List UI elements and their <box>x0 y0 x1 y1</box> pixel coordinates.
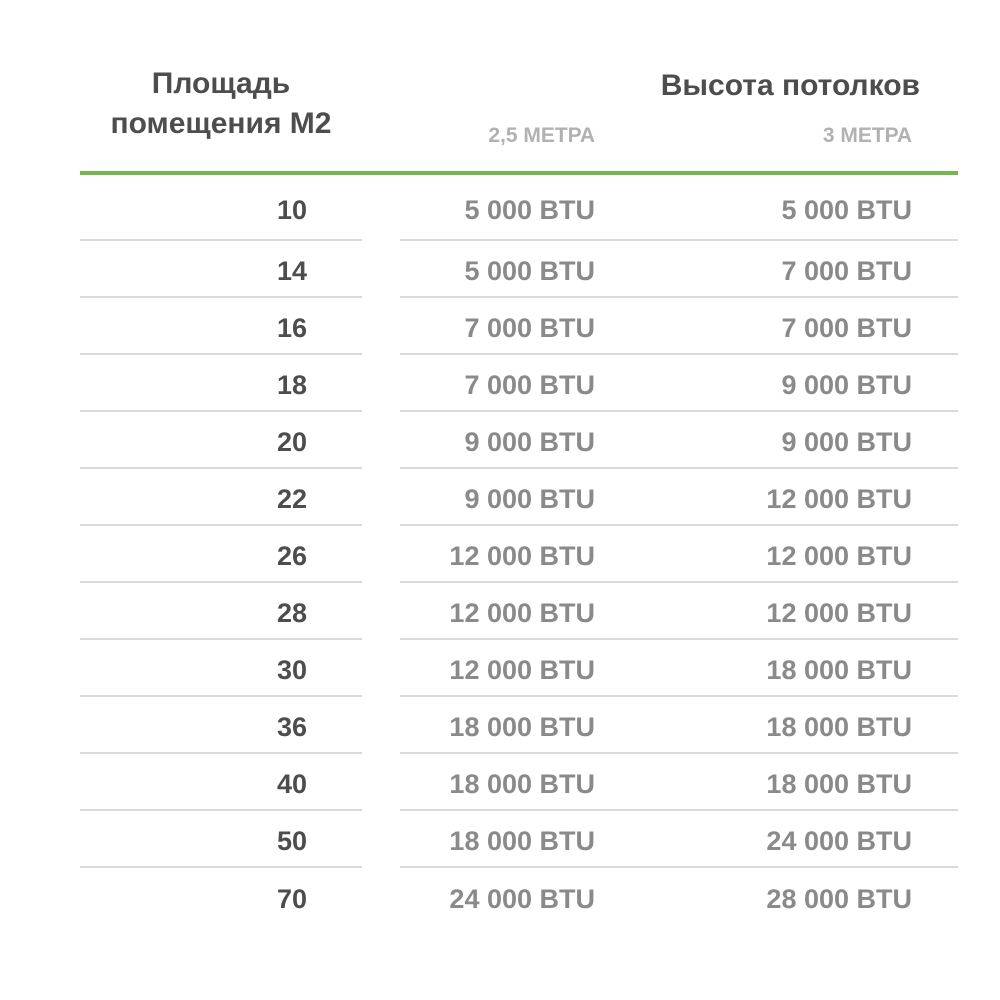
btu-cells <box>400 469 958 526</box>
subheader-row <box>400 124 958 148</box>
btu-cells <box>400 175 958 241</box>
btu-3-cell: 9 000 BTU <box>781 370 912 400</box>
ceiling-height-header: Высота потолков <box>660 69 920 102</box>
btu-cells <box>400 640 958 697</box>
table-row <box>80 868 958 925</box>
area-cell: 26 <box>80 526 362 583</box>
area-cell: 22 <box>80 469 362 526</box>
btu-2-5-cell: 5 000 BTU <box>464 194 595 225</box>
btu-cells <box>400 697 958 754</box>
btu-3-cell: 12 000 BTU <box>766 541 912 571</box>
subheader-2-5-meters: 2,5 МЕТРА <box>488 124 595 147</box>
area-cell: 50 <box>80 811 362 868</box>
area-cell: 16 <box>80 298 362 355</box>
btu-cells <box>400 412 958 469</box>
btu-2-5-cell: 7 000 BTU <box>464 370 595 400</box>
btu-2-5-cell: 12 000 BTU <box>449 541 595 571</box>
btu-cells <box>400 298 958 355</box>
area-cell: 18 <box>80 355 362 412</box>
btu-3-cell: 5 000 BTU <box>781 194 912 225</box>
subheader-3-meters: 3 МЕТРА <box>822 124 912 147</box>
btu-2-5-cell: 18 000 BTU <box>449 826 595 856</box>
btu-cells <box>400 754 958 811</box>
btu-3-cell: 28 000 BTU <box>766 884 912 914</box>
btu-3-cell: 18 000 BTU <box>766 769 912 799</box>
table-row <box>80 640 958 697</box>
table-row <box>80 469 958 526</box>
btu-3-cell: 18 000 BTU <box>766 712 912 742</box>
table-row <box>80 241 958 298</box>
height-column-header-group <box>400 0 958 171</box>
area-cell: 10 <box>80 175 362 241</box>
btu-cells <box>400 811 958 868</box>
btu-3-cell: 18 000 BTU <box>766 655 912 685</box>
btu-2-5-cell: 9 000 BTU <box>464 427 595 457</box>
btu-3-cell: 24 000 BTU <box>766 826 912 856</box>
area-column-header: Площадь помещения М2 <box>110 67 332 140</box>
btu-3-cell: 7 000 BTU <box>781 313 912 343</box>
table-row <box>80 526 958 583</box>
area-cell: 20 <box>80 412 362 469</box>
btu-3-cell: 12 000 BTU <box>766 598 912 628</box>
btu-cells <box>400 241 958 298</box>
btu-3-cell: 7 000 BTU <box>781 256 912 286</box>
area-cell: 14 <box>80 241 362 298</box>
table-row <box>80 697 958 754</box>
table-row <box>80 412 958 469</box>
table-row <box>80 754 958 811</box>
btu-2-5-cell: 18 000 BTU <box>449 769 595 799</box>
area-cell: 30 <box>80 640 362 697</box>
table-row <box>80 175 958 241</box>
btu-cells <box>400 583 958 640</box>
table-header <box>80 0 958 175</box>
area-cell: 40 <box>80 754 362 811</box>
btu-cells <box>400 355 958 412</box>
btu-2-5-cell: 5 000 BTU <box>464 256 595 286</box>
btu-2-5-cell: 12 000 BTU <box>449 655 595 685</box>
btu-3-cell: 9 000 BTU <box>781 427 912 457</box>
table-row <box>80 298 958 355</box>
table-row <box>80 583 958 640</box>
btu-3-cell: 12 000 BTU <box>766 484 912 514</box>
table-row <box>80 811 958 868</box>
btu-2-5-cell: 12 000 BTU <box>449 598 595 628</box>
btu-2-5-cell: 24 000 BTU <box>449 884 595 914</box>
table-body <box>80 175 958 925</box>
btu-2-5-cell: 9 000 BTU <box>464 484 595 514</box>
btu-cells <box>400 526 958 583</box>
table-row <box>80 355 958 412</box>
area-cell: 36 <box>80 697 362 754</box>
btu-table <box>80 0 958 925</box>
btu-cells <box>400 868 958 925</box>
btu-2-5-cell: 18 000 BTU <box>449 712 595 742</box>
area-cell: 28 <box>80 583 362 640</box>
area-cell: 70 <box>276 884 307 914</box>
btu-2-5-cell: 7 000 BTU <box>464 313 595 343</box>
